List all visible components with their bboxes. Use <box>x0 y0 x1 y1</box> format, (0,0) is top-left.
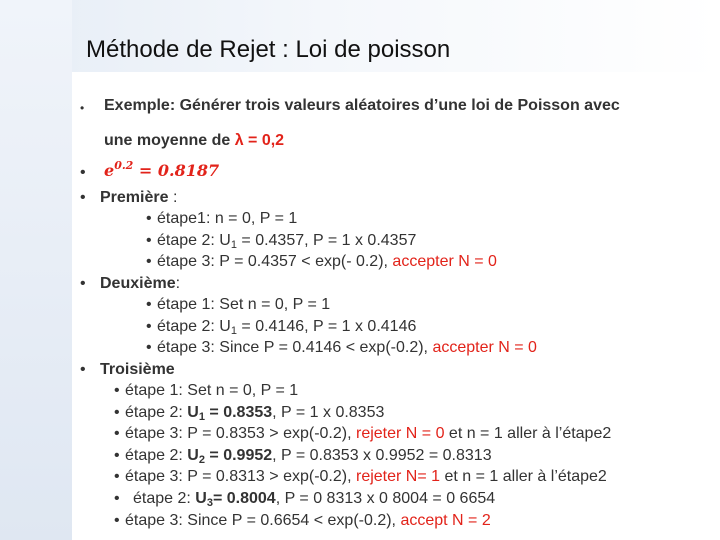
bullet: • <box>80 101 85 115</box>
bullet: • <box>80 189 86 206</box>
result-text: accepter N = 0 <box>392 253 497 270</box>
troisieme-step6 <box>133 489 495 509</box>
step-text: étape 2: <box>125 447 188 464</box>
bullet: • <box>146 232 152 249</box>
u-var: U <box>195 490 207 507</box>
bullet: • <box>146 253 152 270</box>
subscript: 2 <box>198 454 205 466</box>
step-text: étape 3: Since P = 0.4146 < exp(-0.2), <box>157 339 433 356</box>
troisieme-step5 <box>125 467 607 487</box>
bullet: • <box>146 339 152 356</box>
step-text: étape 3: P = 0.8353 > exp(-0.2), <box>125 425 356 442</box>
deuxieme-colon: : <box>175 275 181 292</box>
premiere-colon: : <box>168 189 178 206</box>
troisieme-step3 <box>125 424 611 444</box>
result-text: rejeter N= 1 <box>355 468 441 485</box>
example-line1: Exemple: Générer trois valeurs aléatoires d’une loi de Poisson avec <box>104 97 620 114</box>
troisieme-step7 <box>125 511 491 531</box>
u-var: U <box>187 447 199 464</box>
step-text: = 0.4146, P = 1 x 0.4146 <box>236 318 417 335</box>
premiere-step3 <box>157 252 497 272</box>
slide-title: Méthode de Rejet : Loi de poisson <box>86 36 451 63</box>
result-text: rejeter N = 0 <box>355 425 445 442</box>
step-text: = 0.4357, P = 1 x 0.4357 <box>236 232 417 249</box>
step-text: , P = 1 x 0.8353 <box>272 404 385 421</box>
premiere-step2 <box>157 231 416 251</box>
deuxieme-heading <box>100 274 180 294</box>
formula-rest: = 0.8187 <box>133 161 220 180</box>
example-line2 <box>104 131 284 151</box>
bullet: • <box>114 512 120 529</box>
u-value: = 0.8004 <box>212 490 276 507</box>
step-text: , P = 0.8353 x 0.9952 = 0.8313 <box>272 447 492 464</box>
deuxieme-step1: étape 1: Set n = 0, P = 1 <box>157 296 331 313</box>
step-text: étape 2: <box>125 404 188 421</box>
step-text: , P = 0 8313 x 0 8004 = 0 6654 <box>275 490 496 507</box>
bullet: • <box>114 447 120 464</box>
bullet: • <box>114 382 120 399</box>
example-line2-text: une moyenne de <box>104 132 235 149</box>
step-text: étape 3: P = 0.8313 > exp(-0.2), <box>125 468 356 485</box>
deuxieme-step2 <box>157 317 416 337</box>
step-text: étape 2: <box>133 490 196 507</box>
bullet: • <box>146 210 152 227</box>
formula-exp: 0.2 <box>114 159 134 172</box>
u-value: = 0.8353 <box>204 404 273 421</box>
step-text: et n = 1 aller à l’étape2 <box>444 425 612 442</box>
step-text: étape 2: U <box>157 232 231 249</box>
step-text: étape 3: Since P = 0.6654 < exp(-0.2), <box>125 512 401 529</box>
step-text: et n = 1 aller à l’étape2 <box>440 468 607 485</box>
step-text: étape 2: U <box>157 318 231 335</box>
result-text: accepter N = 0 <box>432 339 537 356</box>
subscript: 3 <box>206 497 213 509</box>
bullet: • <box>146 318 152 335</box>
troisieme-step1: étape 1: Set n = 0, P = 1 <box>125 382 299 399</box>
bullet: • <box>80 164 86 181</box>
troisieme-step4 <box>125 446 492 466</box>
formula <box>104 161 219 181</box>
deuxieme-label: Deuxième <box>100 275 176 292</box>
deuxieme-step3 <box>157 338 537 358</box>
troisieme-step2 <box>125 403 384 423</box>
result-text: accept N = 2 <box>400 512 491 529</box>
subscript: 1 <box>230 239 237 251</box>
subscript: 1 <box>198 411 205 423</box>
step-text: étape 3: P = 0.4357 < exp(- 0.2), <box>157 253 393 270</box>
bullet: • <box>114 468 120 485</box>
bullet: • <box>80 361 86 378</box>
bullet: • <box>114 490 120 507</box>
premiere-label: Première <box>100 189 169 206</box>
subscript: 1 <box>230 325 237 337</box>
u-var: U <box>187 404 199 421</box>
bullet: • <box>146 296 152 313</box>
u-value: = 0.9952 <box>204 447 273 464</box>
formula-base: e <box>104 161 115 180</box>
bullet: • <box>114 425 120 442</box>
bullet: • <box>80 275 86 292</box>
lambda-value: λ = 0,2 <box>234 132 285 149</box>
premiere-heading <box>100 188 177 208</box>
premiere-step1: étape1: n = 0, P = 1 <box>157 210 298 227</box>
bullet: • <box>114 404 120 421</box>
troisieme-heading: Troisième <box>100 361 175 378</box>
